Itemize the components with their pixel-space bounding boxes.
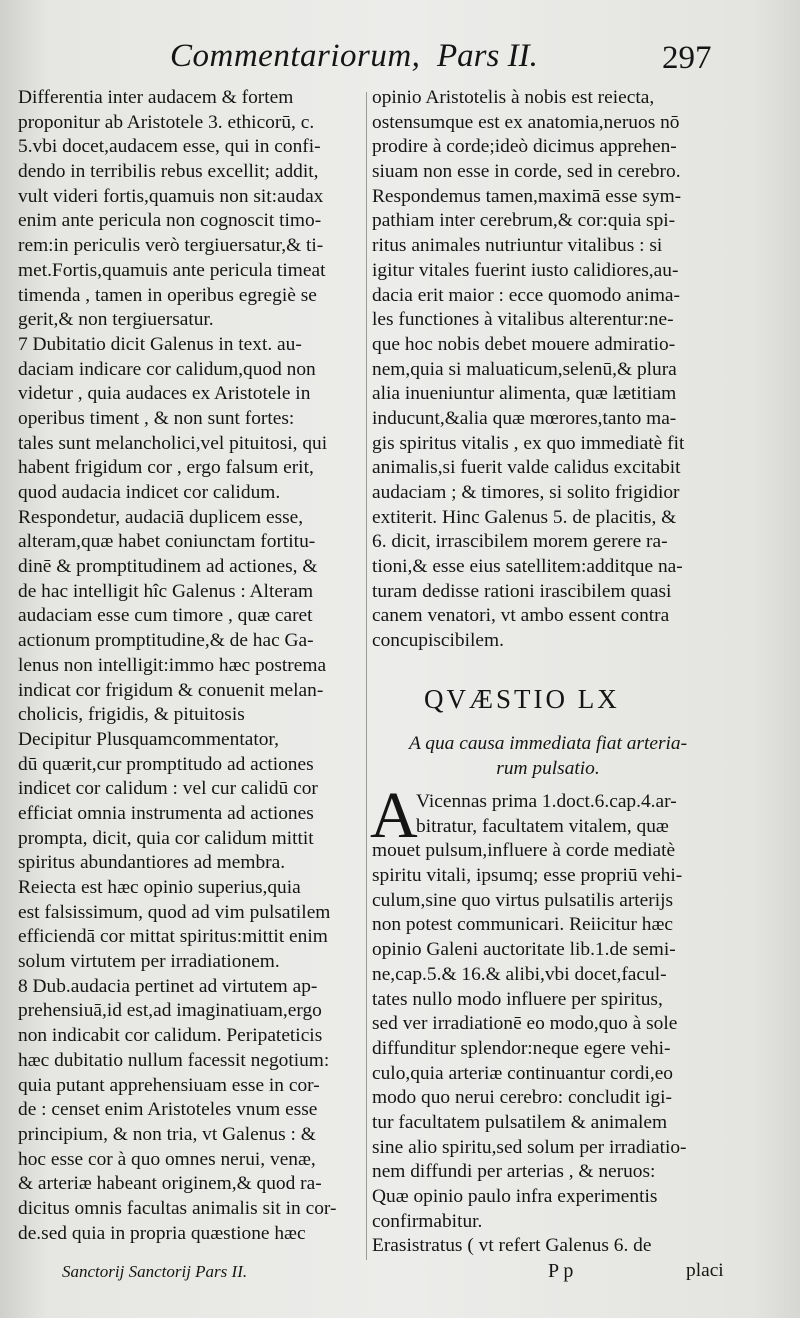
text-line: prodire à corde;ideò dicimus apprehen-: [372, 136, 677, 158]
text-line: alia inueniuntur alimenta, quæ lætitiam: [372, 383, 677, 405]
text-line: Respondetur, audaciā duplicem esse,: [18, 506, 304, 528]
text-line: proponitur ab Aristotele 3. ethicorū, c.: [18, 111, 315, 133]
right-column-bottom: [372, 790, 724, 1259]
text-line: hæc dubitatio nullum facessit negotium:: [18, 1049, 330, 1071]
text-line: Decipitur Plusquamcommentator,: [18, 728, 279, 750]
text-line: non indicabit cor calidum. Peripateticis: [18, 1025, 323, 1047]
text-line: lenus non intelligit:immo hæc postrema: [18, 654, 327, 676]
text-line: hoc esse cor à quo omnes nerui, venæ,: [18, 1148, 316, 1170]
text-line: animalis,si fuerit valde calidus excitabit: [372, 457, 681, 479]
text-line: Erasistratus ( vt refert Galenus 6. de: [372, 1235, 652, 1257]
text-line: opinio Galeni auctoritate lib.1.de semi-: [372, 939, 676, 961]
text-line: extiterit. Hinc Galenus 5. de placitis, &: [372, 506, 677, 528]
text-line: est falsissimum, quod ad vim pulsatilem: [18, 901, 331, 923]
text-line: les functiones à vitalibus alterentur:ne-: [372, 309, 674, 331]
right-column-top: [372, 86, 724, 654]
catchword: placi: [686, 1260, 724, 1281]
text-line: audaciam ; & timores, si solito frigidior: [372, 482, 680, 503]
text-line: culum,sine quo virtus pulsatilis arterijs: [372, 889, 674, 911]
text-line: dicitus omnis facultas animalis sit in cor-: [18, 1197, 337, 1219]
text-line: rem:in periculis verò tergiuersatur,& ti-: [18, 235, 324, 257]
text-line: Reiecta est hæc opinio superius,quia: [18, 877, 301, 898]
text-line: siuam non esse in corde, sed in cerebro.: [372, 161, 681, 183]
text-line: ostensumque est ex anatomia,neruos nō: [372, 111, 680, 133]
text-line: actionum promptitudine,& de hac Ga-: [18, 630, 314, 652]
text-line: solum virtutem per irradiationem.: [18, 951, 280, 973]
text-line: indicat cor frigidum & conuenit melan-: [18, 679, 324, 701]
text-line: cholicis, frigidis, & pituitosis: [18, 704, 245, 726]
text-line: 7 Dubitatio dicit Galenus in text. au-: [18, 333, 302, 355]
text-line: ne,cap.5.& 16.& alibi,vbi docet,facul-: [372, 963, 667, 985]
text-line: 8 Dub.audacia pertinet ad virtutem ap-: [18, 975, 318, 997]
text-line: efficiendā cor mittat spiritus:mittit enim: [18, 926, 328, 948]
text-line: non potest communicari. Reiicitur hæc: [372, 914, 674, 936]
footer-signature-line: Sanctorij Sanctorij Pars II.: [62, 1262, 248, 1281]
text-line: quod audacia indicet cor calidum.: [18, 482, 281, 503]
question-subtitle-2: rum pulsatio.: [496, 758, 600, 779]
column-divider: [366, 92, 367, 1260]
text-line: principium, & non tria, vt Galenus : &: [18, 1123, 316, 1145]
text-line: & arteriæ habeant originem,& quod ra-: [18, 1173, 322, 1195]
text-line: prompta, dicit, quia cor calidum mittit: [18, 827, 314, 849]
text-line: videtur , quia audaces ex Aristotele in: [18, 383, 311, 405]
text-line: audaciam esse cum timore , quæ caret: [18, 605, 313, 627]
text-line: sine alio spiritu,sed solum per irradiatio-: [372, 1136, 687, 1158]
text-line: dendo in terribilis rebus excellit; addit,: [18, 161, 319, 183]
text-line: dinē & promptitudinem ad actiones, &: [18, 556, 318, 578]
text-line: Vicennas prima 1.doct.6.cap.4.ar-: [416, 791, 677, 812]
text-line: Quæ opinio paulo infra experimentis: [372, 1186, 658, 1207]
text-line: quia putant apprehensiuam esse in cor-: [18, 1074, 320, 1096]
text-line: de : censet enim Aristoteles vnum esse: [18, 1099, 318, 1121]
text-line: operibus timent , & non sunt fortes:: [18, 407, 295, 429]
text-line: culo,quia arteriæ continuantur cordi,eo: [372, 1062, 673, 1084]
left-column: [18, 86, 362, 1246]
text-line: opinio Aristotelis à nobis est reiecta,: [372, 87, 655, 108]
text-line: modo quo nerui cerebro: concludit igi-: [372, 1087, 672, 1109]
text-line: confirmabitur.: [372, 1210, 483, 1232]
text-line: nem diffundi per arterias , & neruos:: [372, 1161, 656, 1183]
text-line: canem venatori, vt ambo essent contra: [372, 605, 670, 627]
page-number: 297: [662, 40, 712, 76]
text-line: igitur vitales fuerint iusto calidiores,au-: [372, 259, 679, 281]
text-line: daciam indicare cor calidum,quod non: [18, 358, 316, 380]
text-line: dacia erit maior : ecce quomodo anima-: [372, 284, 680, 306]
text-line: sed ver irradiationē eo modo,quo à sole: [372, 1013, 678, 1035]
text-line: 6. dicit, irrascibilem morem gerere ra-: [372, 531, 668, 553]
text-line: 5.vbi docet,audacem esse, qui in confi-: [18, 136, 321, 158]
text-line: Respondemus tamen,maximā esse sym-: [372, 185, 682, 207]
text-line: dū quærit,cur promptitudo ad actiones: [18, 753, 314, 775]
drop-cap-initial: A: [370, 779, 418, 852]
text-line: spiritus abundantiores ad membra.: [18, 852, 286, 874]
question-heading: QVÆSTIO LX: [424, 684, 620, 714]
text-line: inducunt,&alia quæ mœrores,tanto ma-: [372, 407, 677, 429]
text-line: tur facultatem pulsatilem & animalem: [372, 1111, 668, 1133]
text-line: turam dedisse rationi irascibilem quasi: [372, 580, 672, 602]
text-line: Differentia inter audacem & fortem: [18, 87, 294, 108]
text-line: de.sed quia in propria quæstione hæc: [18, 1222, 306, 1244]
text-line: habent frigidum cor , ergo falsum erit,: [18, 457, 314, 479]
text-line: concupiscibilem.: [372, 630, 504, 652]
text-line: tates nullo modo influere per spiritus,: [372, 988, 663, 1010]
text-line: tioni,& esse eius satellitem:additque na-: [372, 556, 683, 578]
text-line: bitratur, facultatem vitalem, quæ: [416, 815, 669, 837]
text-line: diffunditur splendor:neque egere vehi-: [372, 1037, 671, 1059]
text-line: timenda , tamen in operibus egregiè se: [18, 284, 317, 306]
text-line: que hoc nobis debet mouere admiratio-: [372, 333, 676, 355]
text-line: pathiam inter cerebrum,& cor:quia spi-: [372, 210, 676, 232]
text-line: efficiat omnia instrumenta ad actiones: [18, 802, 314, 824]
text-line: indicet cor calidum : vel cur calidū cor: [18, 778, 318, 800]
text-line: enim ante pericula non cognoscit timo-: [18, 210, 322, 232]
text-line: ritus animales nutriuntur vitalibus : si: [372, 235, 663, 257]
text-line: spiritu vitali, ipsumq; esse propriū vehi-: [372, 865, 683, 887]
text-line: de hac intelligit hîc Galenus : Alteram: [18, 580, 314, 602]
text-line: prehensiuā,id est,ad imaginatiuam,ergo: [18, 1000, 322, 1022]
text-line: met.Fortis,quamuis ante pericula timeat: [18, 259, 326, 281]
text-line: gerit,& non tergiuersatur.: [18, 309, 214, 331]
text-line: mouet pulsum,influere à corde mediatè: [372, 840, 676, 862]
text-line: gis spiritus vitalis , ex quo immediatè fit: [372, 432, 685, 454]
signature-mark: P p: [548, 1260, 574, 1282]
running-head-title: Commentariorum,: [170, 38, 421, 74]
text-line: vult videri fortis,quamuis non sit:audax: [18, 185, 324, 207]
text-line: nem,quia si maluaticum,selenū,& plura: [372, 358, 677, 380]
text-line: tales sunt melancholici,vel pituitosi, qui: [18, 432, 328, 454]
text-line: alteram,quæ habet coniunctam fortitu-: [18, 531, 316, 553]
question-subtitle-1: A qua causa immediata fiat arteria-: [408, 733, 688, 754]
running-head-part: Pars II.: [437, 38, 538, 74]
